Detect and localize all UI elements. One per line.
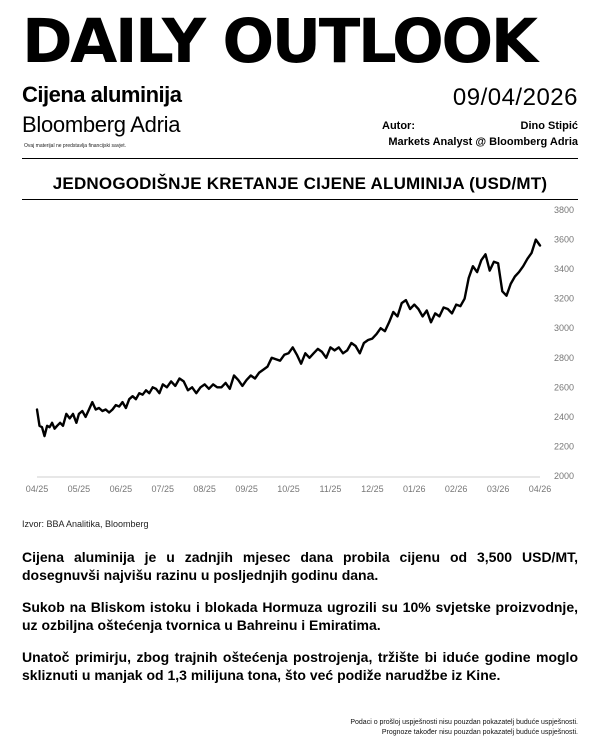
x-tick-label: 02/26 — [444, 484, 468, 494]
x-tick-label: 06/25 — [109, 484, 133, 494]
y-tick-label: 3000 — [553, 323, 574, 334]
author-name: Dino Stipić — [520, 120, 578, 132]
x-tick-label: 09/25 — [235, 484, 258, 494]
y-tick-label: 2800 — [553, 352, 574, 363]
y-tick-label: 2000 — [553, 471, 574, 481]
price-line-chart — [0, 200, 600, 510]
author-role: Markets Analyst @ Bloomberg Adria — [388, 136, 578, 148]
footer-line-1: Podaci o prošloj uspješnosti nisu pouzdan pokazatelj buduće uspješnosti. — [350, 719, 578, 726]
footer-line-2: Prognoze također nisu pouzdan pokazatelj buduće uspješnosti. — [381, 729, 578, 736]
small-disclaimer: Ovaj materijal ne predstavlja financijski savjet. — [24, 143, 126, 149]
divider-top — [22, 158, 578, 159]
x-tick-label: 04/25 — [25, 484, 49, 494]
y-tick-label: 2200 — [553, 441, 574, 452]
paragraph-conflict: Sukob na Bliskom istoku i blokada Hormuza ugrozili su 10% svjetske proizvodnje, uz ozbiljna oštećenja tvornica u Bahreinu i Emiratima. — [22, 599, 578, 633]
y-tick-label: 2400 — [553, 411, 574, 422]
chart-source: Izvor: BBA Analitika, Bloomberg — [22, 519, 149, 529]
author-label: Autor: — [382, 120, 415, 132]
y-tick-label: 3600 — [553, 234, 574, 245]
x-tick-label: 11/25 — [319, 484, 342, 494]
y-tick-label: 2600 — [553, 382, 574, 393]
x-tick-label: 08/25 — [193, 484, 216, 494]
paragraph-price: Cijena aluminija je u zadnjih mjesec dana probila cijenu od 3,500 USD/MT, dosegnuvši najvišu razinu u posljednjih godinu dana. — [22, 549, 578, 583]
report-date: 09/04/2026 — [452, 84, 578, 111]
x-tick-label: 01/26 — [402, 484, 426, 494]
x-tick-label: 03/26 — [486, 484, 510, 494]
x-tick-label: 10/25 — [277, 484, 300, 494]
brand-name: Bloomberg Adria — [22, 112, 181, 137]
footer-disclaimer — [350, 718, 578, 738]
x-tick-label: 07/25 — [151, 484, 175, 494]
chart-title: JEDNOGODIŠNJE KRETANJE CIJENE ALUMINIJA (USD/MT) — [52, 174, 548, 193]
author-row — [382, 120, 578, 132]
paragraph-outlook: Unatoč primirju, zbog trajnih oštećenja postrojenja, tržište bi iduće godine moglo skliznuti u manjak od 1,3 milijuna tona, što već podiže narudžbe iz Kine. — [22, 649, 578, 683]
y-tick-label: 3400 — [553, 264, 574, 275]
x-tick-label: 04/26 — [528, 484, 552, 494]
x-tick-label: 12/25 — [361, 484, 384, 494]
y-tick-label: 3200 — [553, 293, 574, 304]
x-tick-label: 05/25 — [67, 484, 91, 494]
y-tick-label: 3800 — [553, 205, 574, 215]
masthead-title: DAILY OUTLOOK — [22, 6, 536, 77]
report-subject: Cijena aluminija — [22, 82, 182, 107]
series-line-aluminium — [37, 240, 540, 437]
